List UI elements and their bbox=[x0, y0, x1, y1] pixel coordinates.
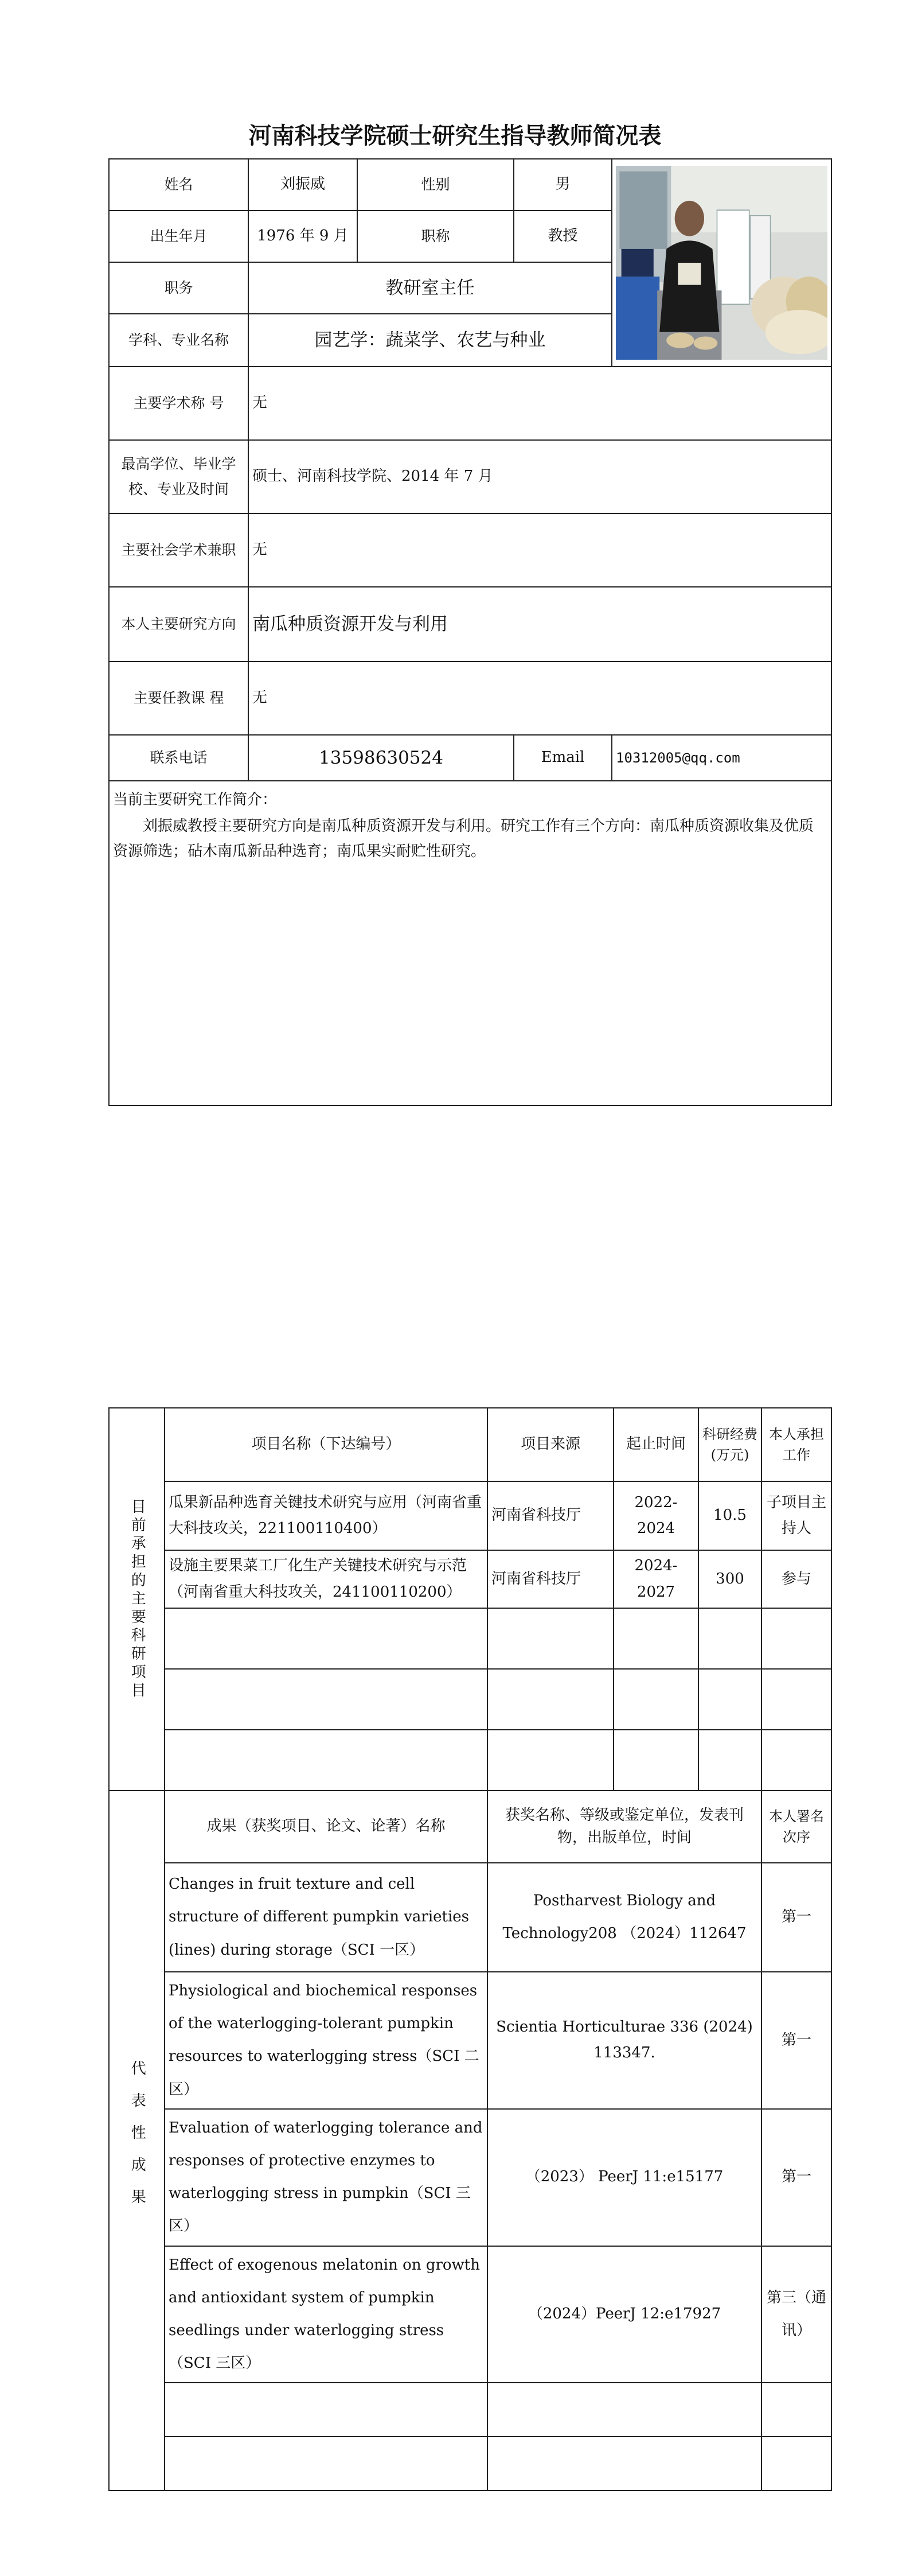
education-label: 最高学位、毕业学校、专业及时间 bbox=[109, 440, 248, 513]
table-row bbox=[109, 2109, 831, 2246]
table-row bbox=[109, 1481, 831, 1550]
projects-header-period: 起止时间 bbox=[614, 1408, 698, 1481]
achievements-side-label: 代表性成果 bbox=[109, 1791, 165, 2491]
phone-label: 联系电话 bbox=[109, 735, 248, 781]
achievements-header-name: 成果（获奖项目、论文、论著）名称 bbox=[165, 1791, 487, 1863]
rank-label: 职称 bbox=[357, 211, 514, 262]
gender-label: 性别 bbox=[357, 159, 514, 211]
discipline-label: 学科、专业名称 bbox=[109, 314, 248, 367]
table-row bbox=[109, 2246, 831, 2383]
position-value: 教研室主任 bbox=[248, 262, 612, 314]
achievement-venue: Scientia Horticulturae 336 (2024) 113347. bbox=[487, 1972, 761, 2109]
academic-title-value: 无 bbox=[248, 367, 831, 440]
achievement-venue: （2024）PeerJ 12:e17927 bbox=[487, 2246, 761, 2383]
projects-header-funding: 科研经费(万元) bbox=[698, 1408, 761, 1481]
name-value: 刘振威 bbox=[248, 159, 357, 211]
projects-header-source: 项目来源 bbox=[487, 1408, 614, 1481]
position-label: 职务 bbox=[109, 262, 248, 314]
project-source: 河南省科技厅 bbox=[487, 1550, 614, 1608]
achievements-header-order: 本人署名次序 bbox=[761, 1791, 831, 1863]
achievement-order: 第一 bbox=[761, 1863, 831, 1972]
email-label: Email bbox=[514, 735, 612, 781]
rank-value: 教授 bbox=[514, 211, 612, 262]
projects-header-name: 项目名称（下达编号） bbox=[165, 1408, 487, 1481]
achievement-name: Changes in fruit texture and cell structure of different pumpkin varieties (lines) during storage（SCI 一区） bbox=[165, 1863, 487, 1972]
achievement-venue: Postharvest Biology and Technology208 （2024）112647 bbox=[487, 1863, 761, 1972]
courses-label: 主要任教课 程 bbox=[109, 661, 248, 735]
project-funding: 10.5 bbox=[698, 1481, 761, 1550]
table-row-empty bbox=[109, 2383, 831, 2437]
courses-value: 无 bbox=[248, 661, 831, 735]
achievement-name: Effect of exogenous melatonin on growth and antioxidant system of pumpkin seedlings under waterlogging stress（SCI 三区） bbox=[165, 2246, 487, 2383]
project-role: 子项目主持人 bbox=[761, 1481, 831, 1550]
table-row bbox=[109, 1863, 831, 1972]
achievement-order: 第一 bbox=[761, 2109, 831, 2246]
achievement-order: 第三（通讯） bbox=[761, 2246, 831, 2383]
birth-label: 出生年月 bbox=[109, 211, 248, 262]
project-role: 参与 bbox=[761, 1550, 831, 1608]
project-period: 2024-2027 bbox=[614, 1550, 698, 1608]
name-label: 姓名 bbox=[109, 159, 248, 211]
project-funding: 300 bbox=[698, 1550, 761, 1608]
social-value: 无 bbox=[248, 513, 831, 587]
profile-table bbox=[108, 158, 832, 1106]
projects-side-label: 目前承担的主要科研项目 bbox=[109, 1408, 165, 1791]
gender-value: 男 bbox=[514, 159, 612, 211]
portrait-photo bbox=[616, 166, 827, 360]
summary-cell bbox=[109, 781, 831, 1106]
research-table bbox=[108, 1407, 832, 2491]
email-value: 10312005@qq.com bbox=[612, 735, 831, 781]
achievement-name: Evaluation of waterlogging tolerance and responses of protective enzymes to waterlogging stress in pumpkin（SCI 三区） bbox=[165, 2109, 487, 2246]
table-row-empty bbox=[109, 2437, 831, 2491]
projects-header-role: 本人承担工作 bbox=[761, 1408, 831, 1481]
form-title: 河南科技学院硕士研究生指导教师简况表 bbox=[248, 123, 662, 149]
project-period: 2022-2024 bbox=[614, 1481, 698, 1550]
achievement-order: 第一 bbox=[761, 1972, 831, 2109]
research-label: 本人主要研究方向 bbox=[109, 587, 248, 661]
table-row bbox=[109, 1550, 831, 1608]
achievement-venue: （2023） PeerJ 11:e15177 bbox=[487, 2109, 761, 2246]
academic-title-label: 主要学术称 号 bbox=[109, 367, 248, 440]
achievements-header-venue: 获奖名称、等级或鉴定单位，发表刊物，出版单位，时间 bbox=[487, 1791, 761, 1863]
project-name: 瓜果新品种选育关键技术研究与应用（河南省重大科技攻关，221100110400） bbox=[165, 1481, 487, 1550]
table-row-empty bbox=[109, 1669, 831, 1730]
table-row-empty bbox=[109, 1730, 831, 1791]
research-value: 南瓜种质资源开发与利用 bbox=[248, 587, 831, 661]
table-row bbox=[109, 1972, 831, 2109]
project-source: 河南省科技厅 bbox=[487, 1481, 614, 1550]
education-value: 硕士、河南科技学院、2014 年 7 月 bbox=[248, 440, 831, 513]
summary-label: 当前主要研究工作简介： bbox=[113, 791, 278, 808]
social-label: 主要社会学术兼职 bbox=[109, 513, 248, 587]
summary-text: 刘振威教授主要研究方向是南瓜种质资源开发与利用。研究工作有三个方向：南瓜种质资源收集及优质资源筛选；砧木南瓜新品种选育；南瓜果实耐贮性研究。 bbox=[113, 817, 814, 860]
discipline-value: 园艺学：蔬菜学、农艺与种业 bbox=[248, 314, 612, 367]
phone-value: 13598630524 bbox=[248, 735, 514, 781]
table-row-empty bbox=[109, 1608, 831, 1669]
birth-value: 1976 年 9 月 bbox=[248, 211, 357, 262]
portrait-photo-cell bbox=[612, 159, 831, 367]
project-name: 设施主要果菜工厂化生产关键技术研究与示范（河南省重大科技攻关，241100110200） bbox=[165, 1550, 487, 1608]
achievement-name: Physiological and biochemical responses of the waterlogging-tolerant pumpkin resources to waterlogging stress（SCI 二区） bbox=[165, 1972, 487, 2109]
